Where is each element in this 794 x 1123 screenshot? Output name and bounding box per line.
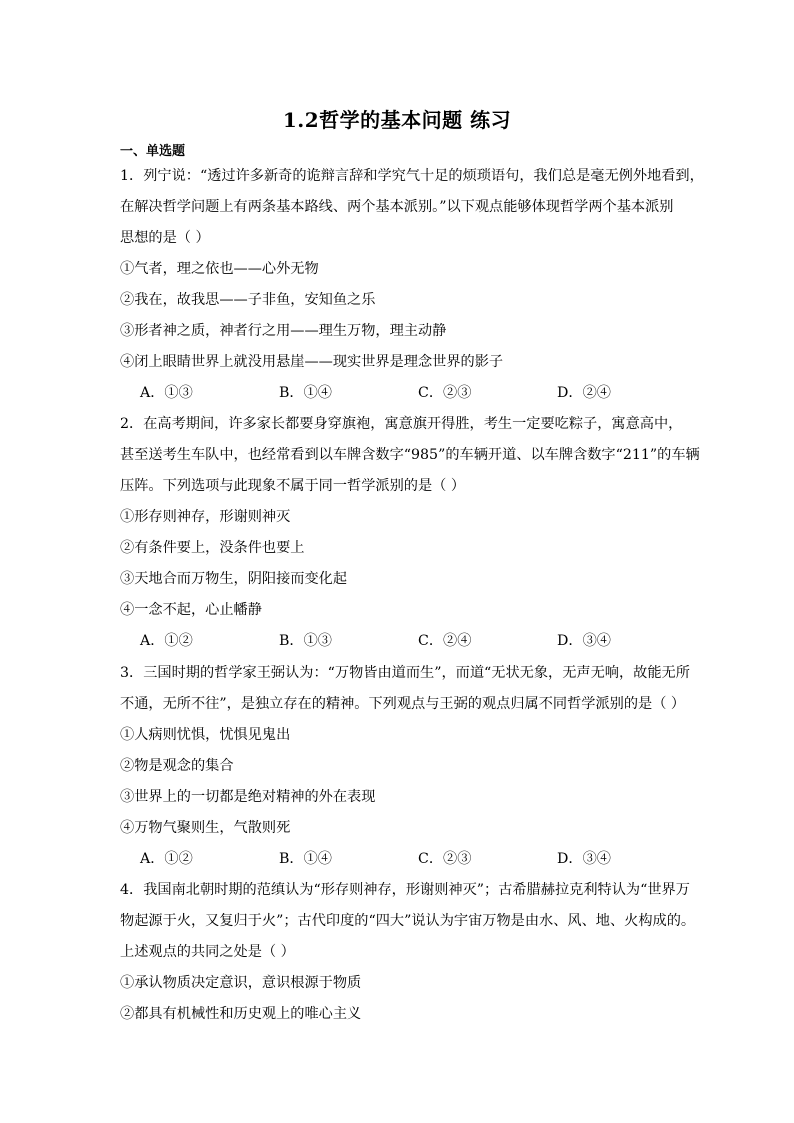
q1-line-3: 思想的是（ ） <box>120 230 210 246</box>
q1-item-1: ①气者，理之依也——心外无物 <box>120 261 319 277</box>
q2-line-1: 2．在高考期间，许多家长都要身穿旗袍，寓意旗开得胜，考生一定要吃粽子，寓意高中， <box>120 416 683 432</box>
q4-line-1: 4．我国南北朝时期的范缜认为“形存则神存，形谢则神灭”；古希腊赫拉克利特认为“世界万 <box>120 882 690 898</box>
q2-line-3: 压阵。下列选项与此现象不属于同一哲学派别的是（ ） <box>120 478 466 494</box>
q3-line-2: 不通，无所不往”，是独立存在的精神。下列观点与王弼的观点归属不同哲学派别的是（ ） <box>120 696 686 712</box>
q1-option-b: B．①④ <box>279 385 332 401</box>
q2-item-4: ④一念不起，心止幡静 <box>120 602 262 618</box>
q3-item-4: ④万物气聚则生，气散则死 <box>120 820 291 836</box>
q1-option-c: C．②③ <box>418 385 472 401</box>
q1-line-2: 在解决哲学问题上有两条基本路线、两个基本派别。”以下观点能够体现哲学两个基本派别 <box>120 199 674 215</box>
q4-item-2: ②都具有机械性和历史观上的唯心主义 <box>120 1006 362 1022</box>
q1-option-a: A．①③ <box>140 385 193 401</box>
q3-line-1: 3．三国时期的哲学家王弼认为：“万物皆由道而生”，而道“无状无象，无声无响，故能无所 <box>120 665 690 681</box>
q2-item-3: ③天地合而万物生，阴阳接而变化起 <box>120 571 348 587</box>
q1-item-3: ③形者神之质，神者行之用——理生万物，理主动静 <box>120 323 447 339</box>
q3-options <box>140 849 696 869</box>
q3-item-2: ②物是观念的集合 <box>120 758 234 774</box>
q1-item-4: ④闭上眼睛世界上就没用悬崖——现实世界是理念世界的影子 <box>120 354 504 370</box>
section-heading: 一、单选题 <box>120 144 186 159</box>
q3-option-b: B．①④ <box>279 851 332 867</box>
q3-item-1: ①人病则忧惧，忧惧见鬼出 <box>120 727 291 743</box>
q2-line-2: 甚至送考生车队中，也经常看到以车牌含数字“985”的车辆开道、以车牌含数字“211”的车辆 <box>120 447 700 463</box>
q2-item-1: ①形存则神存，形谢则神灭 <box>120 509 291 525</box>
q2-item-2: ②有条件要上，没条件也要上 <box>120 540 305 556</box>
q4-line-3: 上述观点的共同之处是（ ） <box>120 944 295 960</box>
q3-option-c: C．②③ <box>418 851 472 867</box>
q3-option-a: A．①② <box>140 851 193 867</box>
q1-line-1: 1．列宁说：“透过许多新奇的诡辩言辞和学究气十足的烦琐语句，我们总是毫无例外地看到， <box>120 168 704 184</box>
q3-item-3: ③世界上的一切都是绝对精神的外在表现 <box>120 789 376 805</box>
q3-option-d: D．③④ <box>557 851 611 867</box>
q2-option-c: C．②④ <box>418 633 472 649</box>
q2-option-d: D．③④ <box>557 633 611 649</box>
q4-item-1: ①承认物质决定意识，意识根源于物质 <box>120 975 362 991</box>
q1-item-2: ②我在，故我思——子非鱼，安知鱼之乐 <box>120 292 376 308</box>
page-title: 1.2哲学的基本问题 练习 <box>282 108 512 132</box>
q2-options <box>140 631 696 651</box>
q1-option-d: D．②④ <box>557 385 611 401</box>
q2-option-b: B．①③ <box>279 633 332 649</box>
q1-options <box>140 383 696 403</box>
q4-line-2: 物起源于火，又复归于火”；古代印度的“四大”说认为宇宙万物是由水、风、地、火构成的。 <box>120 913 696 929</box>
q2-option-a: A．①② <box>140 633 193 649</box>
